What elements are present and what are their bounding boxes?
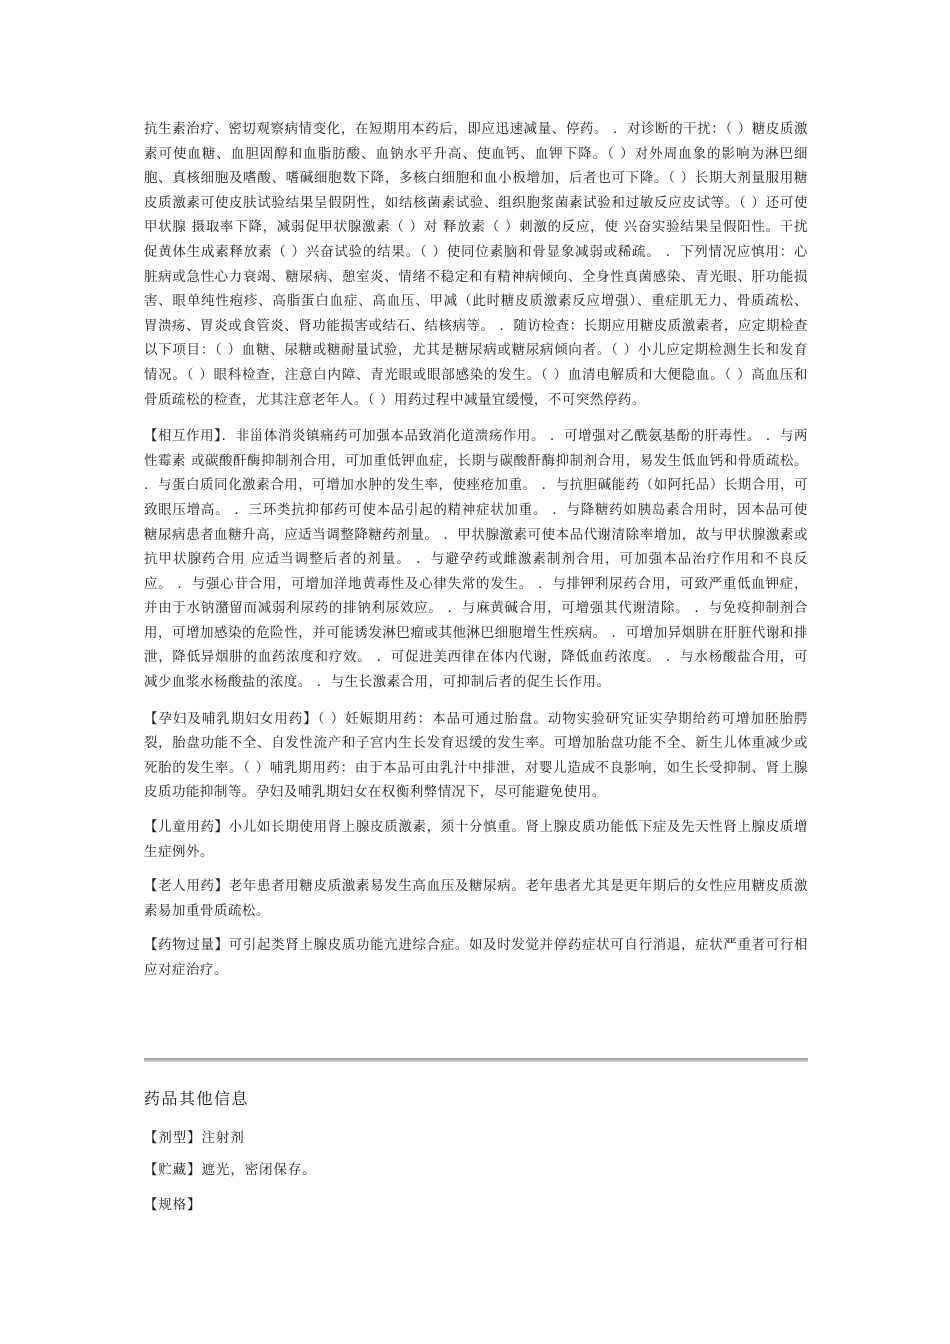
overdose-paragraph: 【药物过量】可引起类肾上腺皮质功能亢进综合症。如及时发觉并停药症状可自行消退，症状严重者可行相应对症治疗。 [144, 938, 808, 978]
section-divider [144, 1058, 808, 1062]
other-info-heading: 药品其他信息 [144, 1089, 250, 1108]
storage-line: 【贮藏】遮光，密闭保存。 [144, 1163, 317, 1178]
document-body [144, 118, 808, 984]
children-use-paragraph: 【儿童用药】小儿如长期使用肾上腺皮质激素，须十分慎重。肾上腺皮质功能低下症及先天性肾上腺皮质增生症例外。 [144, 820, 808, 860]
interactions-paragraph: 【相互作用】．非甾体消炎镇痛药可加强本品致消化道溃疡作用。 ．可增强对乙酰氨基酚的肝毒性。 ．与两性霉素 或碳酸酐酶抑制剂合用，可加重低钾血症，长期与碳酸酐酶抑制剂合用，易发生低血钙和骨质疏松。 ．与蛋白质同化激素合用，可增加水肿的发生率，使痤疮加重。 ．与抗胆碱能药（如阿托品）长期合用，可致眼压增高。 ．三环类抗抑郁药可使本品引起的精神症状加重。 ．与降糖药如胰岛素合用时，因本品可使糖尿病患者血糖升高，应适当调整降糖药剂量。 ．甲状腺激素可使本品代谢清除率增加，故与甲状腺激素或抗甲状腺药合用 应适当调整后者的剂量。 ．与避孕药或雌激素制剂合用，可加强本品治疗作用和不良反应。 ．与强心苷合用，可增加洋地黄毒性及心律失常的发生。 ．与排钾利尿药合用，可致严重低血钾症，并由于水钠潴留而减弱利尿药的排钠利尿效应。 ．与麻黄碱合用，可增强其代谢清除。 ．与免疫抑制剂合用，可增加感染的危险性，并可能诱发淋巴瘤或其他淋巴细胞增生性疾病。 ．可增加异烟肼在肝脏代谢和排泄，降低异烟肼的血药浓度和疗效。 ．可促进美西律在体内代谢，降低血药浓度。 ．与水杨酸盐合用，可减少血浆水杨酸盐的浓度。 ．与生长激素合用，可抑制后者的促生长作用。 [144, 429, 808, 691]
precautions-continued-paragraph: 抗生素治疗、密切观察病情变化，在短期用本药后，即应迅速减量、停药。 ．对诊断的干扰：（ ）糖皮质激素可使血糖、血胆固醇和血脂肪酸、血钠水平升高、使血钙、血钾下降。（ ）对外周血象的影响为淋巴细胞、真核细胞及嗜酸、嗜碱细胞数下降，多核白细胞和血小板增加，后者也可下降。（ ）长期大剂量服用糖皮质激素可使皮肤试验结果呈假阴性，如结核菌素试验、组织胞浆菌素试验和过敏反应皮试等。（ ）还可使甲状腺 摄取率下降，减弱促甲状腺激素（ ）对 释放素（ ）刺激的反应，使 兴奋实验结果呈假阳性。干扰促黄体生成素释放素（ ）兴奋试验的结果。（ ）使同位素脑和骨显象减弱或稀疏。 ．下列情况应慎用：心脏病或急性心力衰竭、糖尿病、憩室炎、情绪不稳定和有精神病倾向、全身性真菌感染、青光眼、肝功能损害、眼单纯性疱疹、高脂蛋白血症、高血压、甲减（此时糖皮质激素反应增强）、重症肌无力、骨质疏松、胃溃疡、胃炎或食管炎、肾功能损害或结石、结核病等。 ．随访检查：长期应用糖皮质激素者，应定期检查以下项目：（ ）血糖、尿糖或糖耐量试验，尤其是糖尿病或糖尿病倾向者。（ ）小儿应定期检测生长和发育情况。（ ）眼科检查，注意白内障、青光眼或眼部感染的发生。（ ）血清电解质和大便隐血。（ ）高血压和骨质疏松的检查，尤其注意老年人。（ ）用药过程中减量宜缓慢，不可突然停药。 [144, 122, 808, 408]
pregnancy-lactation-paragraph: 【孕妇及哺乳期妇女用药】（ ）妊娠期用药：本品可通过胎盘。动物实验研究证实孕期给药可增加胚胎腭裂，胎盘功能不全、自发性流产和子宫内生长发育迟缓的发生率。可增加胎盘功能不全、新生儿体重减少或死胎的发生率。（ ）哺乳期用药：由于本品可由乳汁中排泄，对婴儿造成不良影响，如生长受抑制、肾上腺皮质功能抑制等。孕妇及哺乳期妇女在权衡利弊情况下，尽可能避免使用。 [144, 711, 808, 801]
specification-line: 【规格】 [144, 1198, 202, 1213]
dosage-form-line: 【剂型】注射剂 [144, 1131, 245, 1146]
elderly-use-paragraph: 【老人用药】老年患者用糖皮质激素易发生高血压及糖尿病。老年患者尤其是更年期后的女性应用糖皮质激素易加重骨质疏松。 [144, 879, 808, 919]
